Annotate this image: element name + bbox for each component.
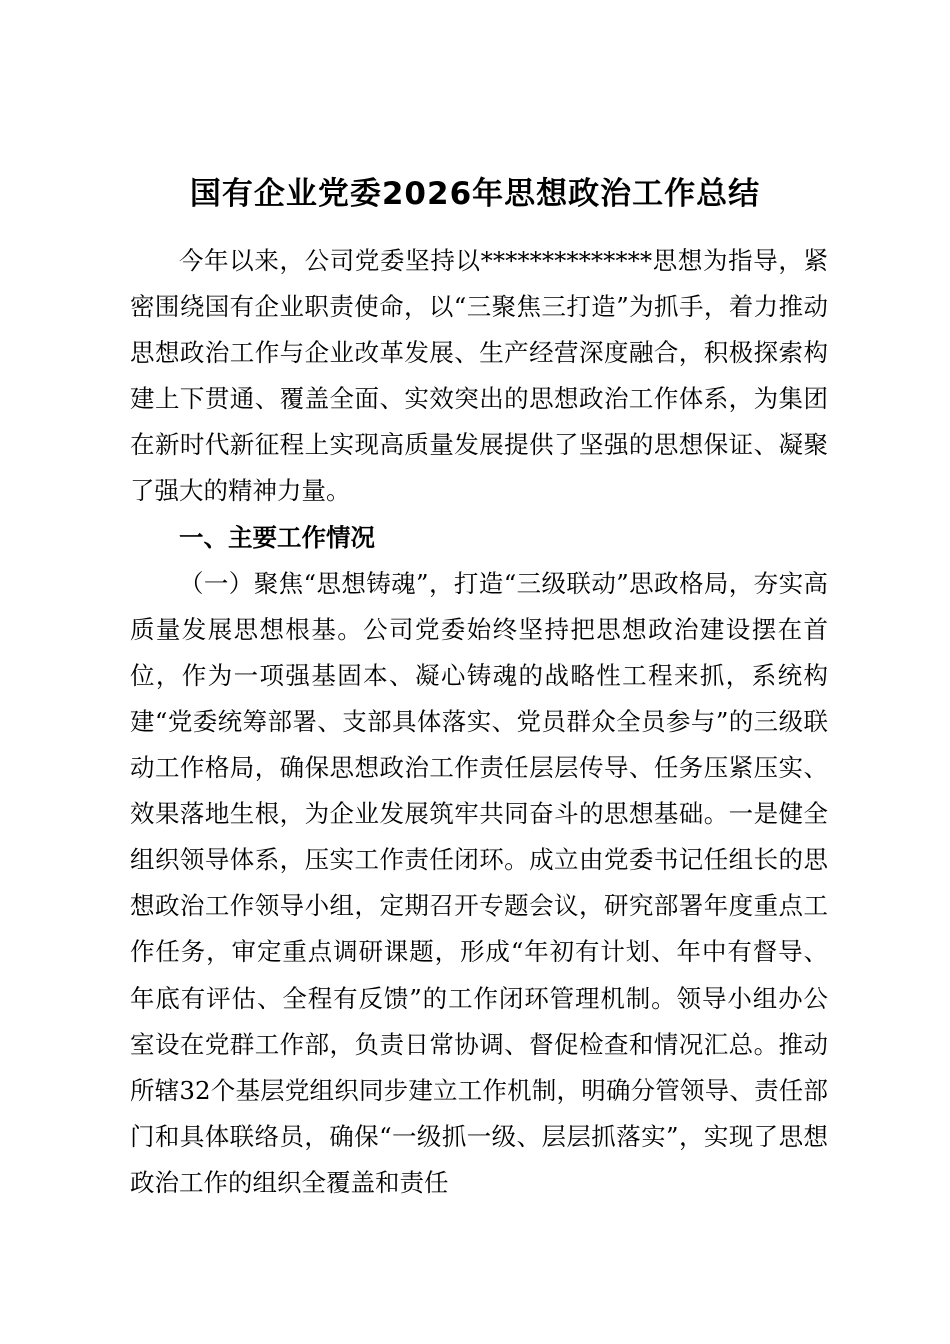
- body-paragraph: （一）聚焦“思想铸魂”，打造“三级联动”思政格局，夯实高质量发展思想根基。公司党委始终坚持把思想政治建设摆在首位，作为一项强基固本、凝心铸魂的战略性工程来抓，系统构建“党委统筹部署、支部具体落实、党员群众全员参与”的三级联动工作格局，确保思想政治工作责任层层传导、任务压紧压实、效果落地生根，为企业发展筑牢共同奋斗的思想基础。一是健全组织领导体系，压实工作责任闭环。成立由党委书记任组长的思想政治工作领导小组，定期召开专题会议，研究部署年度重点工作任务，审定重点调研课题，形成“年初有计划、年中有督导、年底有评估、全程有反馈”的工作闭环管理机制。领导小组办公室设在党群工作部，负责日常协调、督促检查和情况汇总。推动所辖32个基层党组织同步建立工作机制，明确分管领导、责任部门和具体联络员，确保“一级抓一级、层层抓落实”，实现了思想政治工作的组织全覆盖和责任: [130, 568, 828, 1197]
- intro-paragraph: 今年以来，公司党委坚持以**************思想为指导，紧密围绕国有企业职责使命，以“三聚焦三打造”为抓手，着力推动思想政治工作与企业改革发展、生产经营深度融合，积极探索构建上下贯通、覆盖全面、实效突出的思想政治工作体系，为集团在新时代新征程上实现高质量发展提供了坚强的思想保证、凝聚了强大的精神力量。: [130, 246, 828, 506]
- document-title: 国有企业党委2026年思想政治工作总结: [189, 176, 761, 212]
- document-body: [130, 238, 828, 1206]
- section-heading: 一、主要工作情况: [179, 522, 375, 552]
